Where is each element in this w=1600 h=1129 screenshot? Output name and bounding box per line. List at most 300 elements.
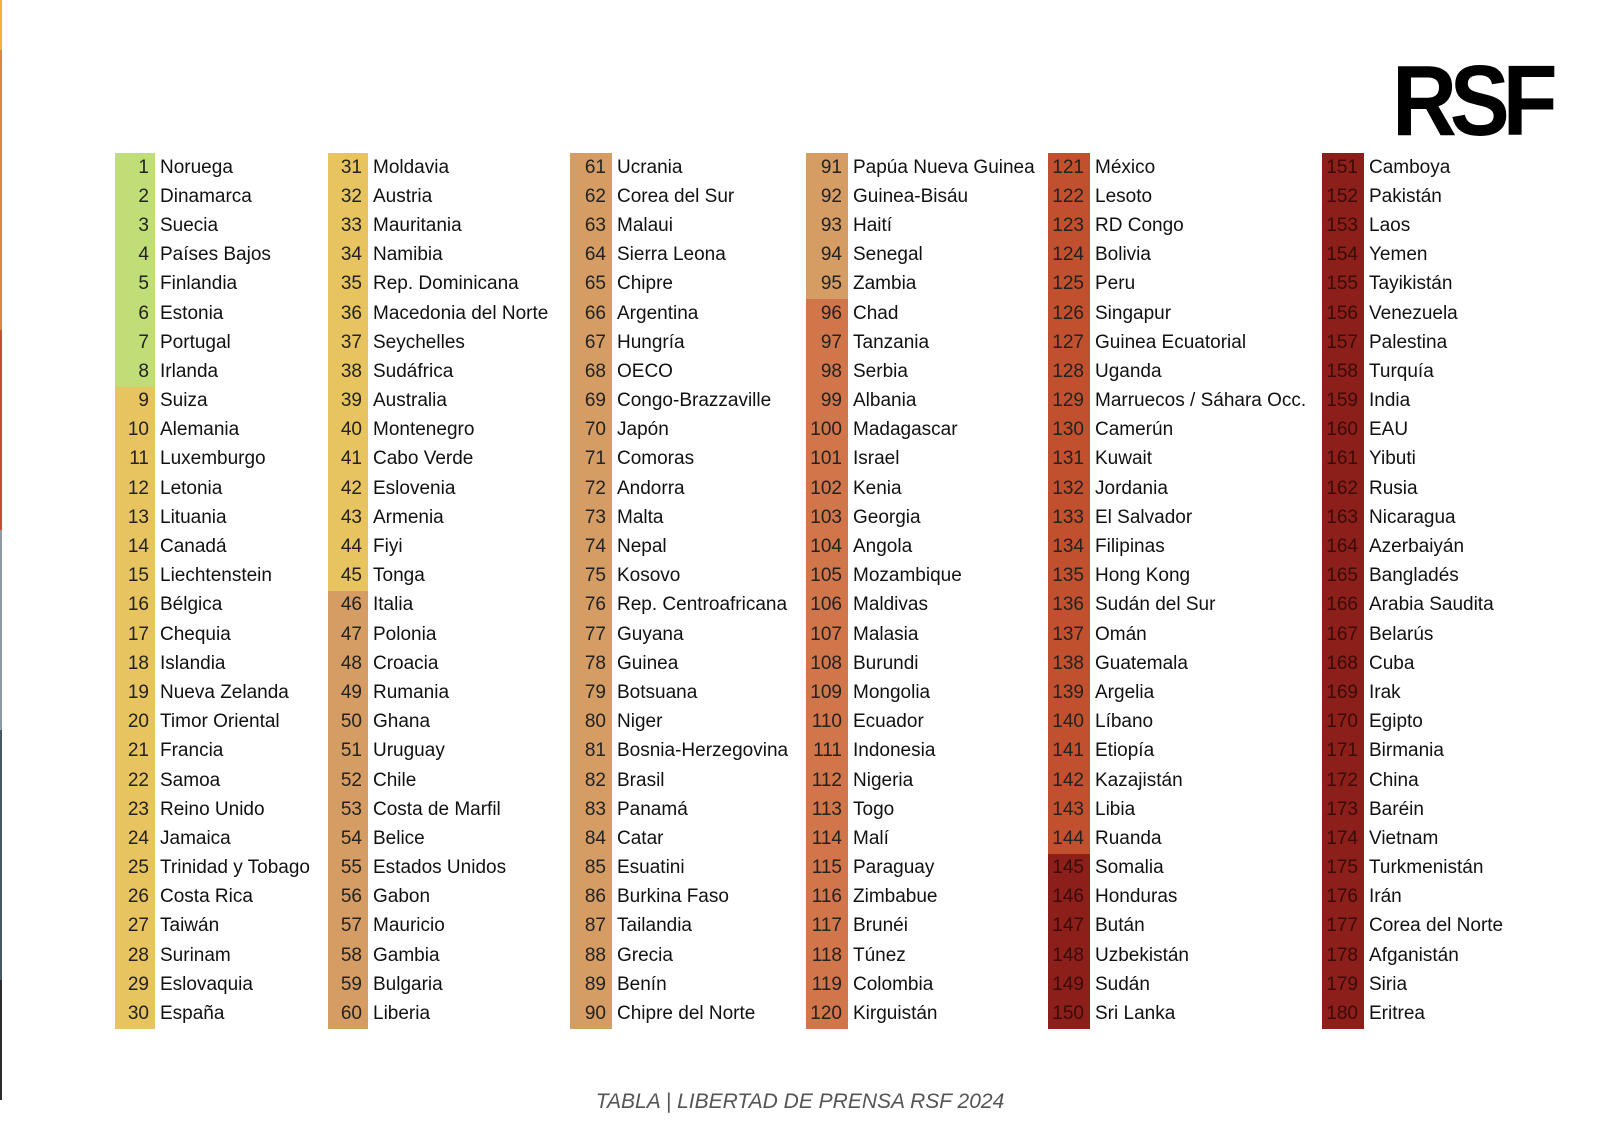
rank-number: 76	[570, 591, 612, 620]
rank-row	[570, 708, 788, 737]
rank-row	[1048, 854, 1306, 883]
country-name: Suecia	[160, 214, 219, 236]
country-name: Laos	[1369, 214, 1411, 236]
rank-row	[570, 678, 788, 707]
rank-number: 52	[328, 766, 368, 795]
country-name: Alemania	[160, 419, 240, 441]
country-name: Armenia	[373, 506, 444, 528]
country-name: Portugal	[160, 331, 231, 353]
rank-row	[115, 795, 310, 824]
rank-number: 34	[328, 241, 368, 270]
country-name: Maldivas	[853, 594, 928, 616]
rank-number: 175	[1322, 854, 1364, 883]
rank-row	[328, 708, 548, 737]
country-name: Fiyi	[373, 536, 403, 558]
rank-row	[806, 387, 1035, 416]
rank-number: 2	[115, 182, 155, 211]
rank-number: 139	[1048, 678, 1090, 707]
rank-number: 131	[1048, 445, 1090, 474]
rank-number: 48	[328, 649, 368, 678]
country-name: Macedonia del Norte	[373, 302, 549, 324]
left-edge-strip	[0, 0, 2, 1100]
country-name: Bulgaria	[373, 973, 443, 995]
rank-number: 83	[570, 795, 612, 824]
rank-number: 133	[1048, 503, 1090, 532]
rank-number: 164	[1322, 532, 1364, 561]
rank-row	[115, 620, 310, 649]
rank-number: 37	[328, 328, 368, 357]
rank-row	[570, 416, 788, 445]
rank-number: 179	[1322, 970, 1364, 999]
rank-row	[570, 211, 788, 240]
rank-row	[328, 854, 548, 883]
rank-number: 120	[806, 999, 848, 1028]
rank-row	[1048, 416, 1306, 445]
rank-number: 66	[570, 299, 612, 328]
rank-row	[115, 182, 310, 211]
rank-number: 180	[1322, 999, 1364, 1028]
rank-row	[1322, 854, 1503, 883]
rank-row	[806, 474, 1035, 503]
rank-row	[570, 620, 788, 649]
rank-row	[1322, 445, 1503, 474]
rank-number: 54	[328, 824, 368, 853]
rank-number: 165	[1322, 562, 1364, 591]
country-name: Colombia	[853, 973, 934, 995]
country-name: EAU	[1369, 419, 1409, 441]
country-name: India	[1369, 390, 1411, 412]
rank-row	[806, 970, 1035, 999]
rank-number: 106	[806, 591, 848, 620]
rank-number: 142	[1048, 766, 1090, 795]
rank-row	[115, 591, 310, 620]
rank-number: 148	[1048, 941, 1090, 970]
rank-number: 171	[1322, 737, 1364, 766]
country-name: Uzbekistán	[1095, 944, 1189, 966]
rank-row	[328, 824, 548, 853]
rank-row	[115, 970, 310, 999]
country-name: Sierra Leona	[617, 244, 726, 266]
rank-number: 58	[328, 941, 368, 970]
rank-row	[328, 766, 548, 795]
country-name: Taiwán	[160, 915, 220, 937]
rank-row	[570, 824, 788, 853]
rank-number: 27	[115, 912, 155, 941]
rank-number: 118	[806, 941, 848, 970]
country-name: Gambia	[373, 944, 440, 966]
country-name: Montenegro	[373, 419, 475, 441]
country-name: Costa de Marfil	[373, 798, 501, 820]
rank-number: 140	[1048, 708, 1090, 737]
country-name: Costa Rica	[160, 886, 253, 908]
rank-number: 33	[328, 211, 368, 240]
rank-number: 141	[1048, 737, 1090, 766]
country-name: Eslovenia	[373, 477, 456, 499]
country-name: Gabon	[373, 886, 431, 908]
country-name: Sri Lanka	[1095, 1003, 1176, 1025]
rank-number: 150	[1048, 999, 1090, 1028]
rank-row	[1048, 532, 1306, 561]
country-name: Jamaica	[160, 827, 231, 849]
rank-row	[806, 182, 1035, 211]
rank-number: 166	[1322, 591, 1364, 620]
rank-row	[115, 854, 310, 883]
rank-number: 149	[1048, 970, 1090, 999]
rank-row	[570, 649, 788, 678]
country-name: Niger	[617, 711, 663, 733]
rank-number: 24	[115, 824, 155, 853]
rank-row	[806, 883, 1035, 912]
rank-number: 30	[115, 999, 155, 1028]
rank-number: 79	[570, 678, 612, 707]
rank-column	[115, 153, 310, 1029]
rank-number: 78	[570, 649, 612, 678]
rank-number: 93	[806, 211, 848, 240]
country-name: Tayikistán	[1369, 273, 1453, 295]
rank-row	[1322, 532, 1503, 561]
rank-row	[570, 766, 788, 795]
rank-row	[806, 708, 1035, 737]
country-name: Camboya	[1369, 156, 1451, 178]
country-name: Kosovo	[617, 565, 681, 587]
rank-row	[115, 474, 310, 503]
country-name: Chipre	[617, 273, 673, 295]
rank-row	[328, 737, 548, 766]
rank-row	[1322, 824, 1503, 853]
rank-row	[806, 854, 1035, 883]
country-name: Botsuana	[617, 681, 698, 703]
rank-row	[328, 795, 548, 824]
rank-row	[570, 795, 788, 824]
rank-row	[115, 270, 310, 299]
country-name: Seychelles	[373, 331, 465, 353]
country-name: Nigeria	[853, 769, 914, 791]
rank-row	[570, 912, 788, 941]
rank-number: 35	[328, 270, 368, 299]
country-name: Dinamarca	[160, 185, 252, 207]
country-name: Rumania	[373, 681, 450, 703]
rank-number: 88	[570, 941, 612, 970]
country-name: Togo	[853, 798, 895, 820]
rank-number: 130	[1048, 416, 1090, 445]
rank-number: 111	[806, 737, 848, 766]
rank-number: 18	[115, 649, 155, 678]
country-name: Uganda	[1095, 360, 1162, 382]
rank-row	[1322, 503, 1503, 532]
rank-row	[570, 299, 788, 328]
rank-row	[115, 299, 310, 328]
rank-row	[328, 503, 548, 532]
rank-number: 64	[570, 241, 612, 270]
rank-number: 31	[328, 153, 368, 182]
country-name: Guinea	[617, 652, 679, 674]
rank-row	[1322, 678, 1503, 707]
rank-row	[570, 474, 788, 503]
rank-row	[1322, 328, 1503, 357]
rank-row	[1322, 387, 1503, 416]
rank-number: 20	[115, 708, 155, 737]
country-name: Filipinas	[1095, 536, 1165, 558]
rank-number: 89	[570, 970, 612, 999]
rank-row	[806, 445, 1035, 474]
rank-row	[328, 474, 548, 503]
country-name: Mongolia	[853, 681, 931, 703]
country-name: Venezuela	[1369, 302, 1458, 324]
rank-row	[1322, 620, 1503, 649]
country-name: Trinidad y Tobago	[160, 857, 310, 879]
country-name: Chile	[373, 769, 417, 791]
country-name: Belice	[373, 827, 425, 849]
rank-number: 85	[570, 854, 612, 883]
rank-row	[1048, 970, 1306, 999]
country-name: Croacia	[373, 652, 439, 674]
rank-number: 178	[1322, 941, 1364, 970]
rank-column	[1322, 153, 1503, 1029]
country-name: Benín	[617, 973, 667, 995]
country-name: Rep. Dominicana	[373, 273, 519, 295]
country-name: Zambia	[853, 273, 917, 295]
country-name: Honduras	[1095, 886, 1178, 908]
rank-number: 104	[806, 532, 848, 561]
rank-row	[1322, 591, 1503, 620]
rank-row	[1322, 649, 1503, 678]
rank-number: 177	[1322, 912, 1364, 941]
rank-row	[1322, 241, 1503, 270]
rank-number: 121	[1048, 153, 1090, 182]
rank-row	[328, 416, 548, 445]
rank-number: 23	[115, 795, 155, 824]
rank-row	[806, 328, 1035, 357]
country-name: Países Bajos	[160, 244, 271, 266]
rank-number: 102	[806, 474, 848, 503]
rank-row	[1048, 387, 1306, 416]
rank-row	[570, 357, 788, 386]
rank-number: 144	[1048, 824, 1090, 853]
rank-number: 84	[570, 824, 612, 853]
rank-row	[570, 503, 788, 532]
rank-row	[328, 941, 548, 970]
rank-row	[115, 912, 310, 941]
rank-number: 115	[806, 854, 848, 883]
rank-number: 12	[115, 474, 155, 503]
rank-row	[1048, 241, 1306, 270]
rank-number: 96	[806, 299, 848, 328]
country-name: Brunéi	[853, 915, 908, 937]
rank-number: 147	[1048, 912, 1090, 941]
rank-number: 156	[1322, 299, 1364, 328]
rank-row	[115, 387, 310, 416]
rank-number: 13	[115, 503, 155, 532]
country-name: Jordania	[1095, 477, 1168, 499]
rank-row	[570, 591, 788, 620]
country-name: Liberia	[373, 1003, 431, 1025]
country-name: Kazajistán	[1095, 769, 1183, 791]
country-name: Chequia	[160, 623, 231, 645]
rank-row	[115, 708, 310, 737]
rank-number: 7	[115, 328, 155, 357]
rank-row	[806, 299, 1035, 328]
country-name: Ghana	[373, 711, 431, 733]
rank-number: 14	[115, 532, 155, 561]
country-name: Ecuador	[853, 711, 924, 733]
country-name: Mauritania	[373, 214, 462, 236]
country-name: Kuwait	[1095, 448, 1153, 470]
rank-row	[806, 357, 1035, 386]
country-name: México	[1095, 156, 1156, 178]
rank-number: 160	[1322, 416, 1364, 445]
country-name: Kirguistán	[853, 1003, 938, 1025]
rank-row	[570, 241, 788, 270]
rank-number: 65	[570, 270, 612, 299]
country-name: Bosnia-Herzegovina	[617, 740, 789, 762]
country-name: Rep. Centroafricana	[617, 594, 788, 616]
country-name: Somalia	[1095, 857, 1164, 879]
country-name: Palestina	[1369, 331, 1448, 353]
rank-row	[1322, 182, 1503, 211]
country-name: Hungría	[617, 331, 685, 353]
country-name: Cuba	[1369, 652, 1415, 674]
rank-number: 56	[328, 883, 368, 912]
country-name: Omán	[1095, 623, 1147, 645]
rank-number: 73	[570, 503, 612, 532]
rank-number: 176	[1322, 883, 1364, 912]
country-name: Sudán	[1095, 973, 1150, 995]
rank-row	[570, 387, 788, 416]
rank-row	[115, 241, 310, 270]
rank-row	[328, 912, 548, 941]
country-name: Haití	[853, 214, 893, 236]
country-name: Camerún	[1095, 419, 1174, 441]
rank-row	[1322, 270, 1503, 299]
rank-number: 87	[570, 912, 612, 941]
rank-number: 138	[1048, 649, 1090, 678]
rank-number: 44	[328, 532, 368, 561]
rank-row	[1048, 883, 1306, 912]
rank-number: 77	[570, 620, 612, 649]
rank-number: 3	[115, 211, 155, 240]
rank-number: 55	[328, 854, 368, 883]
country-name: Yibuti	[1369, 448, 1416, 470]
rank-row	[1322, 357, 1503, 386]
rank-number: 95	[806, 270, 848, 299]
country-name: Finlandia	[160, 273, 238, 295]
rank-row	[806, 649, 1035, 678]
rank-number: 167	[1322, 620, 1364, 649]
rank-number: 110	[806, 708, 848, 737]
rank-row	[1322, 795, 1503, 824]
rank-number: 61	[570, 153, 612, 182]
rank-number: 146	[1048, 883, 1090, 912]
country-name: OECO	[617, 360, 673, 382]
rank-number: 126	[1048, 299, 1090, 328]
country-name: Papúa Nueva Guinea	[853, 156, 1035, 178]
rank-row	[1048, 941, 1306, 970]
country-name: Eritrea	[1369, 1003, 1425, 1025]
country-name: Malí	[853, 827, 889, 849]
country-name: Malaui	[617, 214, 673, 236]
country-name: El Salvador	[1095, 506, 1193, 528]
rank-row	[806, 416, 1035, 445]
country-name: Indonesia	[853, 740, 936, 762]
rank-row	[1048, 737, 1306, 766]
rank-row	[1048, 357, 1306, 386]
country-name: Sudáfrica	[373, 360, 454, 382]
rank-number: 172	[1322, 766, 1364, 795]
rank-row	[328, 241, 548, 270]
rank-number: 74	[570, 532, 612, 561]
rank-number: 49	[328, 678, 368, 707]
country-name: Kenia	[853, 477, 902, 499]
country-name: Nueva Zelanda	[160, 681, 289, 703]
rank-number: 99	[806, 387, 848, 416]
country-name: RD Congo	[1095, 214, 1184, 236]
rank-number: 114	[806, 824, 848, 853]
country-name: Comoras	[617, 448, 695, 470]
rank-row	[1322, 153, 1503, 182]
country-name: Lesoto	[1095, 185, 1153, 207]
rank-number: 161	[1322, 445, 1364, 474]
rank-number: 15	[115, 562, 155, 591]
rank-number: 42	[328, 474, 368, 503]
rank-row	[1048, 678, 1306, 707]
rank-row	[570, 153, 788, 182]
rank-number: 155	[1322, 270, 1364, 299]
rank-number: 69	[570, 387, 612, 416]
rank-number: 71	[570, 445, 612, 474]
rank-row	[570, 737, 788, 766]
rank-row	[115, 211, 310, 240]
rank-number: 19	[115, 678, 155, 707]
country-name: Bolivia	[1095, 244, 1151, 266]
country-name: Malasia	[853, 623, 919, 645]
rank-row	[1048, 591, 1306, 620]
rank-number: 168	[1322, 649, 1364, 678]
rank-number: 123	[1048, 211, 1090, 240]
country-name: Estados Unidos	[373, 857, 507, 879]
rank-row	[570, 941, 788, 970]
rank-number: 29	[115, 970, 155, 999]
country-name: Suiza	[160, 390, 208, 412]
country-name: Nepal	[617, 536, 667, 558]
rank-number: 1	[115, 153, 155, 182]
rank-row	[1048, 824, 1306, 853]
rank-number: 36	[328, 299, 368, 328]
rank-number: 75	[570, 562, 612, 591]
country-name: Peru	[1095, 273, 1136, 295]
country-name: Chad	[853, 302, 899, 324]
rank-number: 112	[806, 766, 848, 795]
rank-number: 101	[806, 445, 848, 474]
country-name: Uruguay	[373, 740, 445, 762]
rank-number: 109	[806, 678, 848, 707]
rank-row	[328, 153, 548, 182]
rank-row	[1322, 999, 1503, 1028]
rank-row	[1322, 708, 1503, 737]
rank-number: 103	[806, 503, 848, 532]
rank-number: 94	[806, 241, 848, 270]
rank-number: 86	[570, 883, 612, 912]
rank-number: 25	[115, 854, 155, 883]
rank-number: 5	[115, 270, 155, 299]
rank-row	[570, 999, 788, 1028]
rank-row	[806, 824, 1035, 853]
rank-number: 39	[328, 387, 368, 416]
rank-row	[806, 241, 1035, 270]
rank-number: 143	[1048, 795, 1090, 824]
rank-number: 6	[115, 299, 155, 328]
rank-row	[115, 649, 310, 678]
rank-number: 68	[570, 357, 612, 386]
